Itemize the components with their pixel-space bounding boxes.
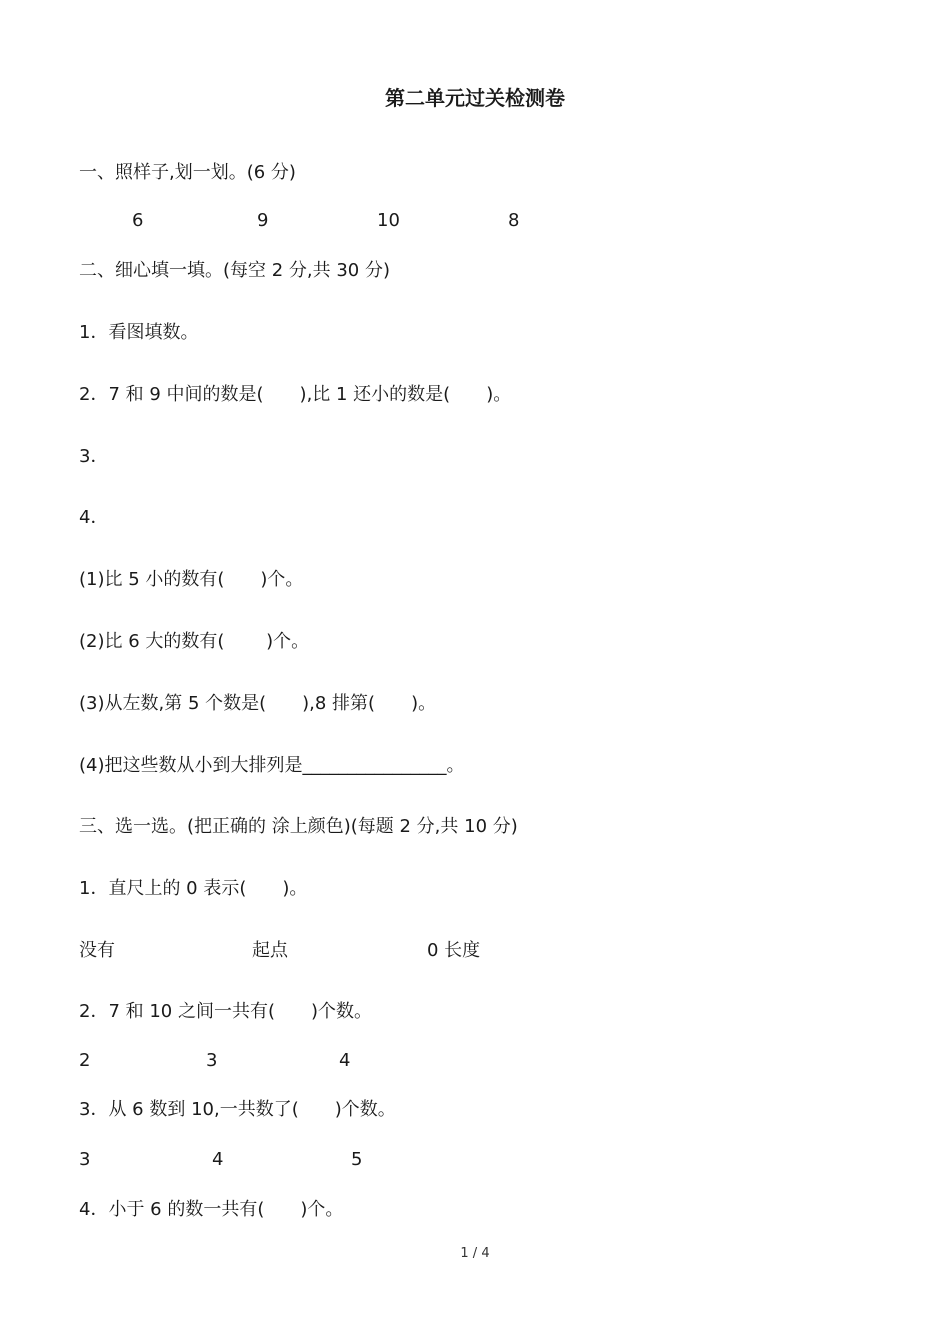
section2-question-2: 2．7 和 9 中间的数是( ),比 1 还小的数是( )。 [79,384,512,405]
section2-question-4-2: (2)比 6 大的数有( )个。 [79,631,310,652]
section1-number-1: 6 [132,210,144,231]
section3-question-2: 2．7 和 10 之间一共有( )个数。 [79,1001,373,1022]
section2-heading: 二、细心填一填。(每空 2 分,共 30 分) [79,260,391,281]
section3-question-3: 3．从 6 数到 10,一共数了( )个数。 [79,1099,396,1120]
section3-q2-option-2: 3 [206,1050,218,1071]
page-number: 1 / 4 [460,1246,490,1261]
section2-question-4-3: (3)从左数,第 5 个数是( ),8 排第( )。 [79,693,437,714]
section3-q3-option-3: 5 [351,1149,363,1170]
section3-question-1: 1．直尺上的 0 表示( )。 [79,878,308,899]
page-title: 第二单元过关检测卷 [385,86,565,110]
section1-number-3: 10 [377,210,400,231]
section2-question-4: 4． [79,507,109,528]
section3-q1-option-2: 起点 [252,940,288,961]
section3-q3-option-1: 3 [79,1149,91,1170]
section3-q1-option-3: 0 长度 [427,940,481,961]
section3-heading: 三、选一选。(把正确的 涂上颜色)(每题 2 分,共 10 分) [79,816,518,837]
section3-q2-option-3: 4 [339,1050,351,1071]
section1-number-2: 9 [257,210,269,231]
section3-question-4: 4．小于 6 的数一共有( )个。 [79,1199,344,1220]
section1-number-4: 8 [508,210,520,231]
section3-q1-option-1: 没有 [79,940,115,961]
section3-q2-option-1: 2 [79,1050,91,1071]
section2-question-4-4: (4)把这些数从小到大排列是________________。 [79,755,465,776]
section2-question-3: 3． [79,446,109,467]
section3-q3-option-2: 4 [212,1149,224,1170]
section2-question-1: 1．看图填数。 [79,322,199,343]
section2-question-4-1: (1)比 5 小的数有( )个。 [79,569,304,590]
section1-heading: 一、照样子,划一划。(6 分) [79,162,296,183]
